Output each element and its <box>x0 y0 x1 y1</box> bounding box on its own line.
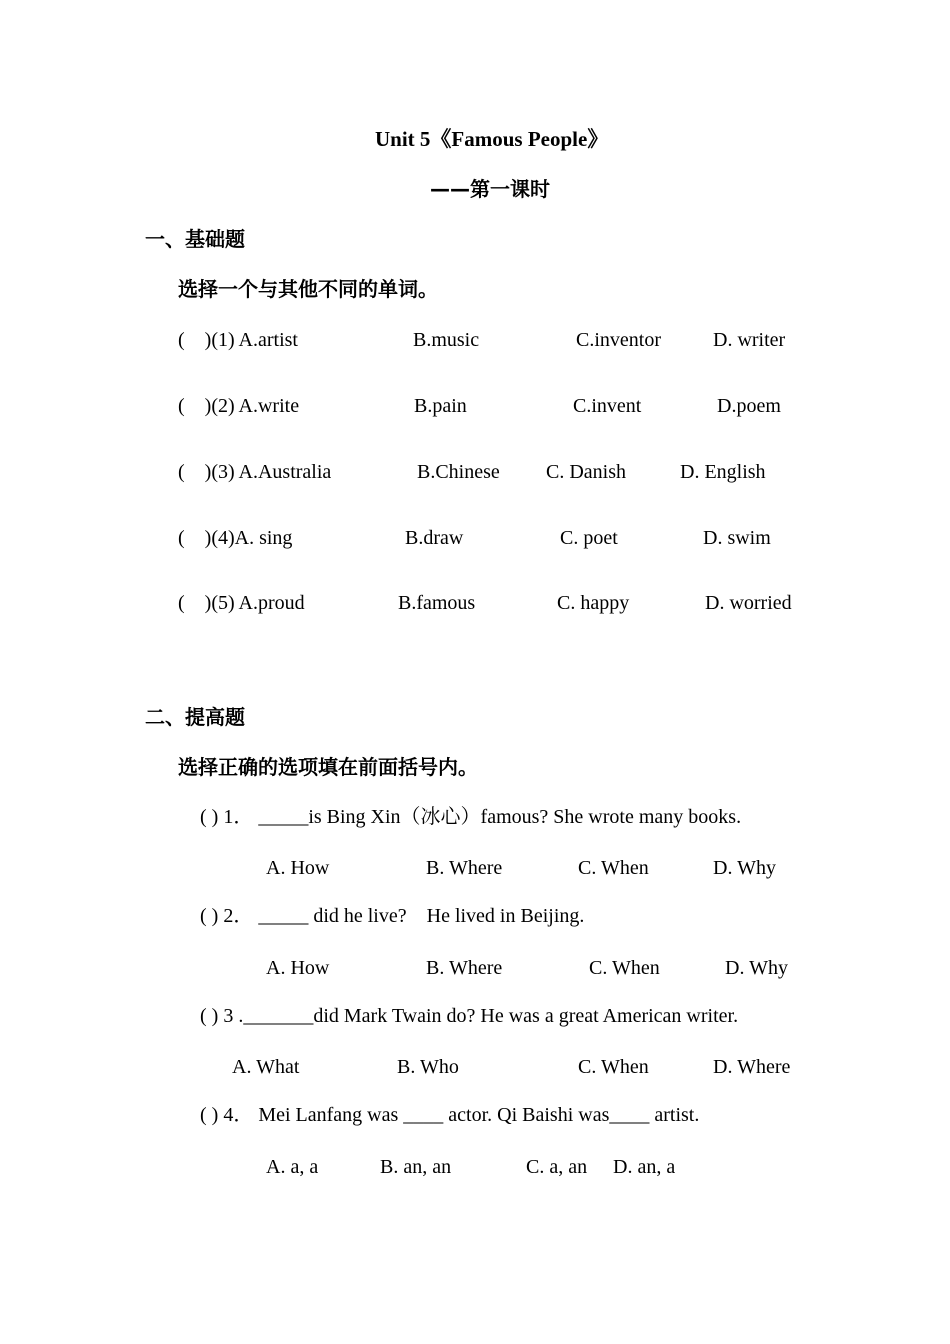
question-number: ( )(5) A.proud <box>178 592 305 614</box>
page-subtitle: ——第一课时 <box>430 177 550 201</box>
option-b: B. Who <box>397 1056 459 1078</box>
option-c: C. a, an <box>526 1156 588 1178</box>
option-d: D.poem <box>717 395 781 417</box>
question-number: ( )(2) A.write <box>178 395 300 417</box>
question-stem: ( ) 3 ._______did Mark Twain do? He was a great American writer. <box>200 1005 739 1027</box>
option-d: D. worried <box>705 592 792 614</box>
option-c: C. poet <box>560 527 618 549</box>
question-number: ( )(4)A. sing <box>178 527 293 549</box>
option-c: C. happy <box>557 592 630 614</box>
option-a: A. How <box>266 857 330 879</box>
option-d: D. English <box>680 461 766 483</box>
option-d: D. Where <box>713 1056 791 1078</box>
option-c: C. When <box>578 857 649 879</box>
option-c: C.invent <box>573 395 642 417</box>
option-b: B.Chinese <box>417 461 500 483</box>
option-d: D. an, a <box>613 1156 676 1178</box>
option-c: C.inventor <box>576 329 661 351</box>
option-d: D. Why <box>713 857 776 879</box>
question-stem: ( ) 4． Mei Lanfang was ____ actor. Qi Baishi was____ artist. <box>200 1104 700 1126</box>
section2-heading: 二、提高题 <box>145 705 245 729</box>
section1-heading: 一、基础题 <box>145 227 245 251</box>
section1-instruction: 选择一个与其他不同的单词。 <box>178 277 438 301</box>
option-b: B. an, an <box>380 1156 452 1178</box>
question-number: ( )(1) A.artist <box>178 329 298 351</box>
option-a: A. What <box>232 1056 300 1078</box>
option-d: D. writer <box>713 329 786 351</box>
option-a: A. a, a <box>266 1156 319 1178</box>
option-d: D. Why <box>725 957 788 979</box>
option-b: B. Where <box>426 957 503 979</box>
question-stem: ( ) 2． _____ did he live? He lived in Beijing. <box>200 905 585 927</box>
option-b: B.famous <box>398 592 476 614</box>
section2-instruction: 选择正确的选项填在前面括号内。 <box>178 755 478 779</box>
option-c: C. When <box>589 957 660 979</box>
question-number: ( )(3) A.Australia <box>178 461 332 483</box>
option-c: C. Danish <box>546 461 626 483</box>
option-b: B.pain <box>414 395 467 417</box>
option-d: D. swim <box>703 527 771 549</box>
option-b: B. Where <box>426 857 503 879</box>
option-c: C. When <box>578 1056 649 1078</box>
option-a: A. How <box>266 957 330 979</box>
question-stem: ( ) 1． _____is Bing Xin（冰心）famous? She wrote many books. <box>200 806 742 828</box>
option-b: B.draw <box>405 527 464 549</box>
option-b: B.music <box>413 329 480 351</box>
page-title: Unit 5《Famous People》 <box>375 127 609 151</box>
